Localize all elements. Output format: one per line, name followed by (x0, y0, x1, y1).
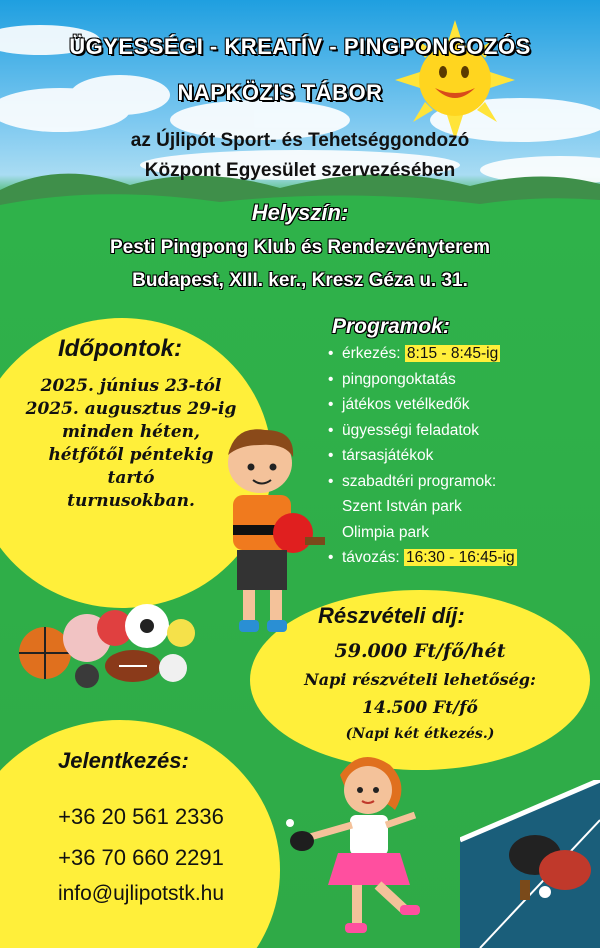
fee-weekly: 59.000 Ft/fő/hét (334, 640, 506, 662)
program-item: • érkezés: 8:15 - 8:45-ig (328, 345, 499, 362)
phone-2[interactable]: +36 70 660 2291 (58, 845, 224, 870)
phone-1[interactable]: +36 20 561 2336 (58, 804, 224, 829)
title-line-2: NAPKÖZIS TÁBOR (177, 80, 383, 105)
dates-line: 2025. augusztus 29-ig (25, 399, 237, 419)
boy-player-illustration (215, 425, 330, 650)
pingpong-table-illustration (460, 780, 600, 948)
dates-line: 2025. június 23-tól (40, 376, 222, 396)
program-item: • ügyességi feladatok (328, 421, 480, 439)
dates-line: minden héten, (62, 422, 200, 442)
title-line-1: ÜGYESSÉGI - KREATÍV - PINGPONGOZÓS (69, 34, 531, 59)
bullet-icon: • (328, 549, 334, 566)
bullet-icon: • (328, 345, 334, 362)
contact-heading: Jelentkezés: (58, 748, 189, 773)
program-item: • pingpongoktatás (328, 370, 456, 388)
balls-illustration (15, 598, 195, 693)
program-item: • távozás: 16:30 - 16:45-ig (328, 549, 515, 566)
bullet-icon: • (328, 447, 334, 464)
programs-heading: Programok: (332, 315, 450, 338)
program-subitem: Olimpia park (342, 523, 429, 541)
program-subitem: Szent István park (342, 498, 462, 515)
bullet-icon: • (328, 421, 334, 439)
dates-line: hétfőtől péntekig (48, 445, 214, 465)
fee-heading: Részvételi díj: (318, 603, 465, 628)
location-address: Budapest, XIII. ker., Kresz Géza u. 31. (132, 270, 468, 291)
departure-time: 16:30 - 16:45-ig (406, 549, 515, 566)
dates-line: turnusokban. (67, 491, 195, 511)
programs-list (328, 345, 517, 575)
dates-line: tartó (107, 468, 155, 488)
program-item: • társasjátékok (328, 447, 434, 464)
location-venue: Pesti Pingpong Klub és Rendezvényterem (109, 237, 491, 258)
arrival-time: 8:15 - 8:45-ig (406, 345, 499, 362)
organizer-line-1: az Újlipót Sport- és Tehetséggondozó (130, 130, 470, 151)
bullet-icon: • (328, 472, 334, 490)
girl-player-illustration (280, 745, 445, 945)
email-link[interactable]: info@ujlipotstk.hu (57, 882, 225, 905)
fee-note: (Napi két étkezés.) (345, 726, 495, 742)
fee-daily: 14.500 Ft/fő (362, 698, 478, 718)
location-heading: Helyszín: (251, 200, 349, 225)
bullet-icon: • (328, 396, 334, 413)
bullet-icon: • (328, 370, 334, 388)
program-item: • játékos vetélkedők (328, 396, 470, 413)
organizer-line-2: Központ Egyesület szervezésében (144, 160, 456, 181)
fee-daily-label: Napi részvételi lehetőség: (304, 670, 536, 689)
program-item: • szabadtéri programok: (328, 472, 497, 490)
dates-heading: Időpontok: (58, 335, 182, 362)
